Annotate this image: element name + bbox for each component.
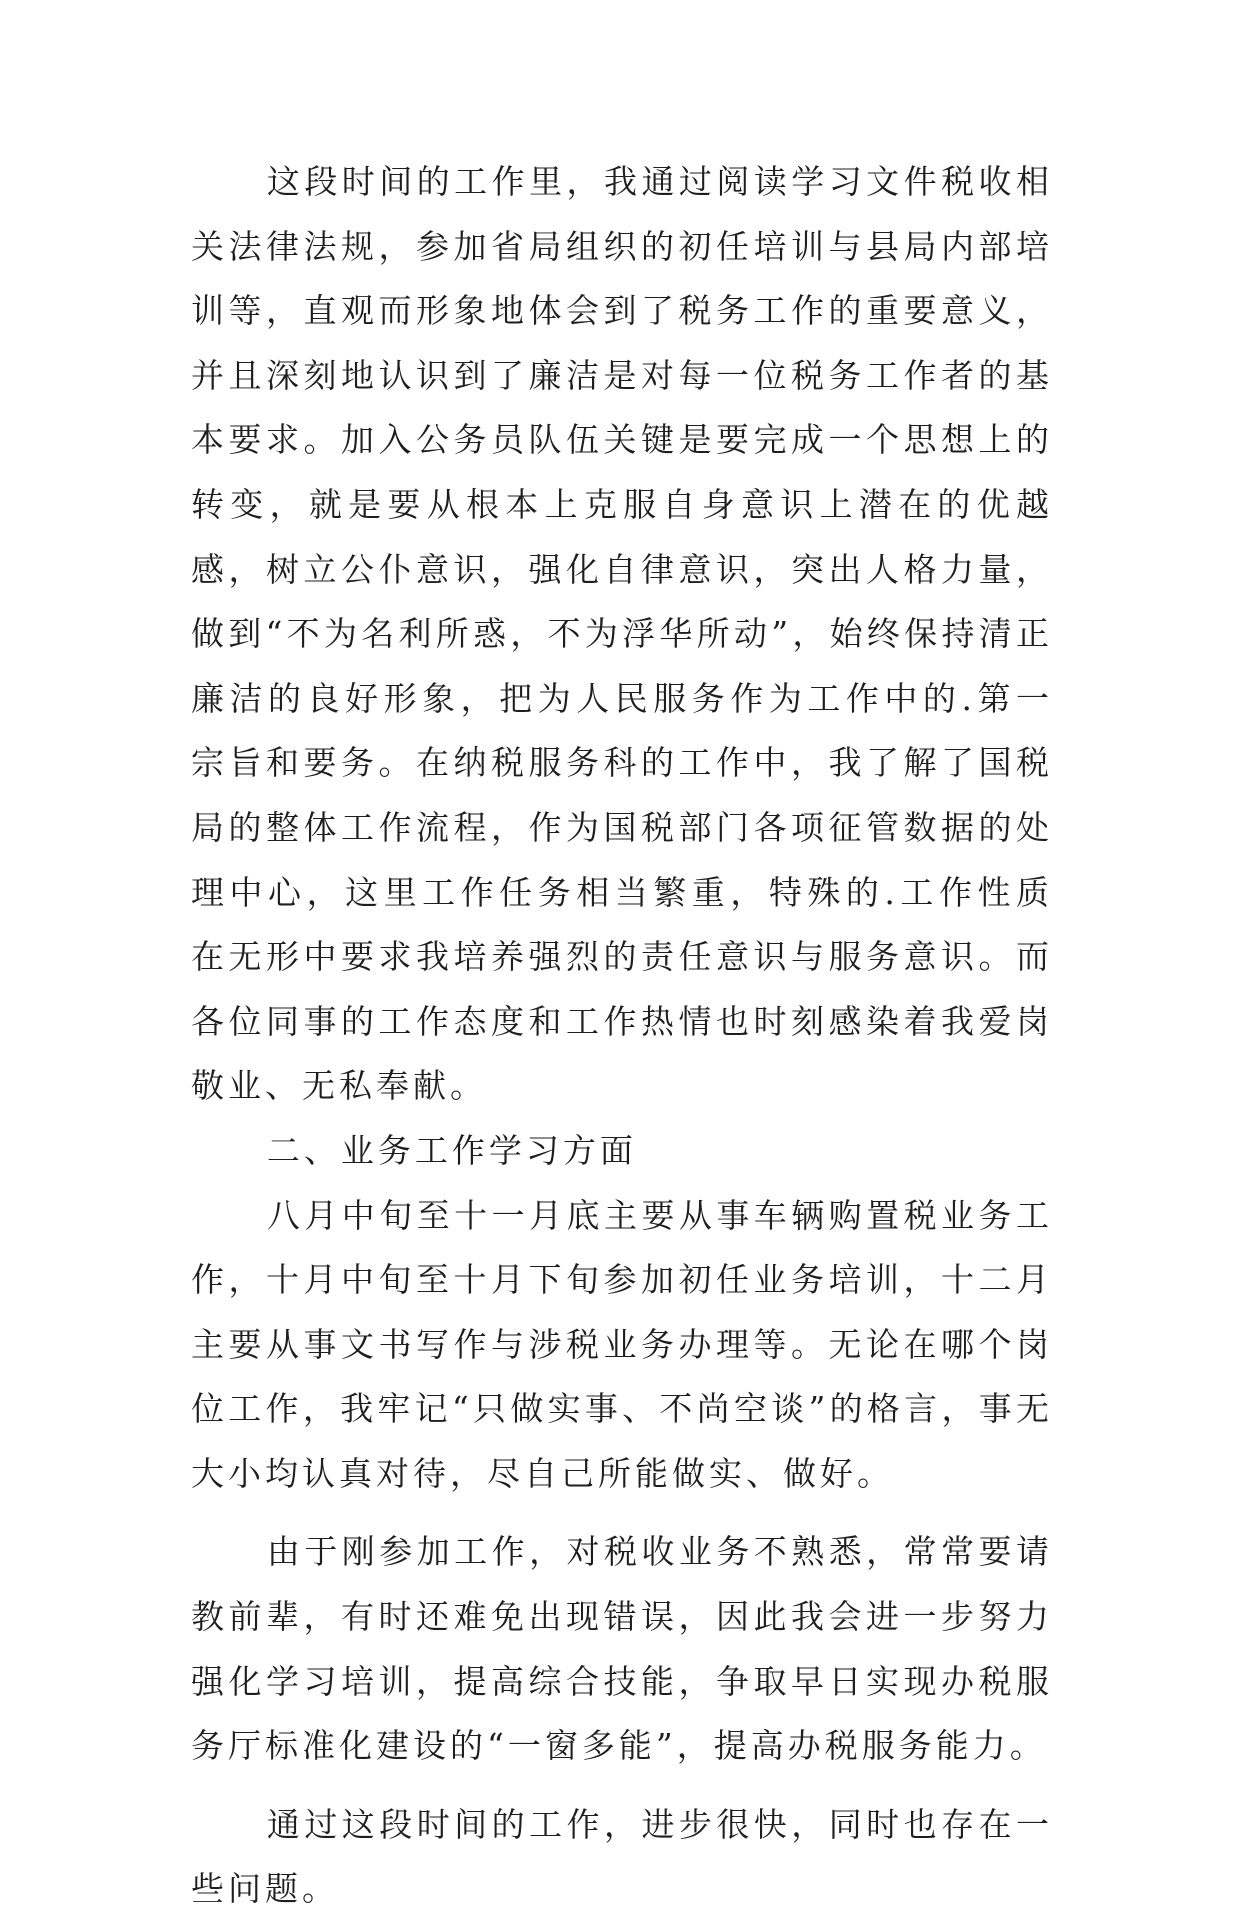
paragraph-summary: 通过这段时间的工作，进步很快，同时也存在一些问题。 [191,1804,1053,1909]
paragraph-work-reflection: 这段时间的工作里，我通过阅读学习文件税收相关法律法规，参加省局组织的初任培训与县局内部培训等，直观而形象地体会到了税务工作的重要意义，并且深刻地认识到了廉洁是对每一位税务工作者的基本要求。加入公务员队伍关键是要完成一个思想上的转变，就是要从根本上克服自身意识上潜在的优越感，树立公仆意识，强化自律意识，突出人格力量，做到“不为名利所惑，不为浮华所动”，始终保持清正廉洁的良好形象，把为人民服务作为工作中的.第一宗旨和要务。在纳税服务科的工作中，我了解了国税局的整体工作流程，作为国税部门各项征管数据的处理中心，这里工作任务相当繁重，特殊的.工作性质在无形中要求我培养强烈的责任意识与服务意识。而各位同事的工作态度和工作热情也时刻感染着我爱岗敬业、无私奉献。 [191,162,1053,1106]
paragraph-improvement: 由于刚参加工作，对税收业务不熟悉，常常要请教前辈，有时还难免出现错误，因此我会进一步努力强化学习培训，提高综合技能，争取早日实现办税服务厅标准化建设的“一窗多能”，提高办税服务能力。 [191,1532,1053,1766]
paragraph-business-work: 八月中旬至十一月底主要从事车辆购置税业务工作，十月中旬至十月下旬参加初任业务培训，十二月主要从事文书写作与涉税业务办理等。无论在哪个岗位工作，我牢记“只做实事、不尚空谈”的格言，事无大小均认真对待，尽自己所能做实、做好。 [191,1195,1053,1493]
document-body [191,150,1053,1922]
section-heading-business-study: 二、业务工作学习方面 [266,1130,637,1170]
